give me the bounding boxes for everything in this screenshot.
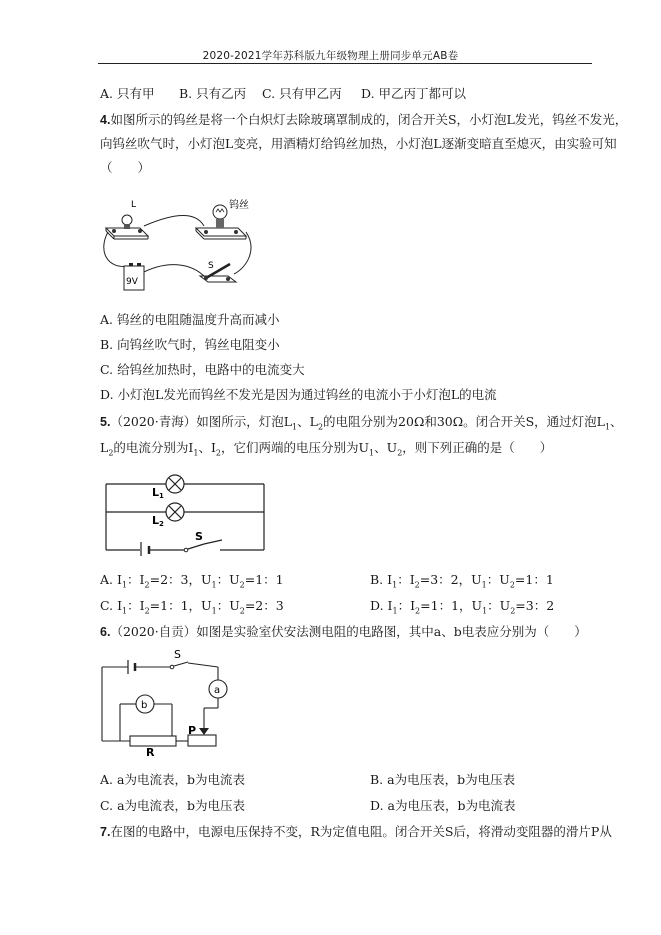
option-text: 钨丝的电阻随温度升高而减小 xyxy=(117,312,280,327)
option-text: 只有甲乙丙 xyxy=(279,86,342,101)
subscript: 1 xyxy=(122,606,128,616)
q4-option-b[interactable] xyxy=(100,337,280,353)
option-text: a为电压表，b为电流表 xyxy=(387,798,516,813)
question-number: 6. xyxy=(100,625,111,639)
q6-stem xyxy=(100,624,587,640)
meter-b-label: b xyxy=(141,700,148,711)
q4-option-c[interactable] xyxy=(100,362,305,378)
option-text: =1：1，U xyxy=(149,598,212,613)
subscript: 2 xyxy=(239,606,245,616)
option-text: =1：1 xyxy=(514,572,554,587)
stem-text: 的电阻分别为20Ω和30Ω。闭合开关S，通过灯泡L xyxy=(323,414,605,429)
subscript: 1 xyxy=(481,580,487,590)
option-text: ：I xyxy=(397,598,416,613)
q5-option-d[interactable] xyxy=(370,598,554,614)
option-text: I xyxy=(117,598,123,613)
q5-option-b[interactable] xyxy=(370,572,554,588)
q4-stem-line2: 向钨丝吹气时，小灯泡L变亮，用酒精灯给钨丝加热，小灯泡L逐渐变暗直至熄灭，由实验可知 xyxy=(100,136,617,151)
switch-label: S xyxy=(195,530,203,543)
battery-symbol xyxy=(128,660,135,674)
option-letter: B. xyxy=(179,86,193,101)
subscript: 2 xyxy=(509,580,515,590)
option-letter: D. xyxy=(361,86,375,101)
q3-option-b[interactable] xyxy=(179,86,246,102)
resistor-r xyxy=(130,736,176,758)
wire xyxy=(234,232,251,274)
battery-label: 9V xyxy=(126,277,138,287)
q6-option-d[interactable] xyxy=(370,798,516,814)
q4-stem-line1 xyxy=(100,112,627,128)
q5-circuit-figure xyxy=(100,474,270,556)
q4-circuit-figure xyxy=(96,190,260,298)
q3-option-d[interactable] xyxy=(361,86,466,102)
subscript: 1 xyxy=(193,448,199,458)
option-text: ：I xyxy=(397,572,415,587)
lamp-l1 xyxy=(166,475,184,493)
option-letter: C. xyxy=(100,798,114,813)
option-letter: D. xyxy=(100,387,114,402)
option-text: I xyxy=(387,598,393,613)
wire xyxy=(104,232,130,267)
option-letter: D. xyxy=(370,798,384,813)
subscript: 1 xyxy=(392,606,398,616)
subscript: 1 xyxy=(604,422,611,432)
option-text: I xyxy=(117,572,122,587)
option-letter: A. xyxy=(100,312,114,327)
option-text: =2：3 xyxy=(244,598,284,613)
lamp-label: L xyxy=(131,200,137,210)
battery-symbol xyxy=(141,542,149,556)
stem-text: 如图是实验室伏安法测电阻的电路图，其中a、b电表应分别为（ ） xyxy=(196,624,587,639)
stem-text: 、U xyxy=(374,440,398,455)
option-letter: A. xyxy=(100,772,114,787)
q3-option-c[interactable] xyxy=(262,86,342,102)
option-text: a为电流表，b为电流表 xyxy=(117,772,245,787)
lamp-l2 xyxy=(166,503,184,521)
option-text: a为电压表，b为电压表 xyxy=(387,772,516,787)
option-letter: D. xyxy=(370,598,384,613)
q5-option-a[interactable] xyxy=(100,572,284,588)
subscript: 2 xyxy=(397,448,403,458)
option-text: ：U xyxy=(486,572,510,587)
question-source: （2020·青海） xyxy=(110,414,197,429)
option-text: ：I xyxy=(127,572,145,587)
subscript: 1 xyxy=(211,606,217,616)
option-letter: A. xyxy=(100,86,114,101)
option-letter: B. xyxy=(370,772,384,787)
option-text: 小灯泡L发光而钨丝不发光是因为通过钨丝的电流小于小灯泡L的电流 xyxy=(117,387,497,402)
option-text: =1：1，U xyxy=(420,598,483,613)
option-text: 给钨丝加热时，电路中的电流变大 xyxy=(117,362,305,377)
option-text: ：U xyxy=(487,598,511,613)
slider-label: P xyxy=(188,724,197,737)
battery xyxy=(124,263,144,290)
subscript: 1 xyxy=(121,580,128,590)
question-number: 4. xyxy=(100,113,111,127)
meter-a-label: a xyxy=(214,685,221,696)
l1-label: L1 xyxy=(152,486,164,500)
q6-circuit-figure xyxy=(98,650,238,758)
subscript: 1 xyxy=(292,422,298,432)
subscript: 2 xyxy=(108,448,114,458)
option-text: 向钨丝吹气时，钨丝电阻变小 xyxy=(117,337,280,352)
q4-stem-line3: （ ） xyxy=(100,160,151,175)
q6-option-b[interactable] xyxy=(370,772,515,788)
stem-text: 、L xyxy=(297,414,318,429)
switch-s[interactable] xyxy=(200,261,236,282)
stem-text: ，它们两端的电压分别为U xyxy=(221,440,370,455)
option-text: =2：3，U xyxy=(149,572,212,587)
option-letter: A. xyxy=(100,572,114,587)
stem-text: 在图的电路中，电源电压保持不变，R为定值电阻。闭合开关S后，将滑动变阻器的滑片P从 xyxy=(110,824,612,839)
q5-stem-line1 xyxy=(100,414,623,430)
switch-symbol[interactable] xyxy=(170,650,188,669)
option-text: ：I xyxy=(127,598,145,613)
question-number: 5. xyxy=(100,415,111,429)
option-text: =3：2，U xyxy=(419,572,482,587)
option-text: I xyxy=(387,572,393,587)
subscript: 1 xyxy=(369,448,375,458)
subscript: 2 xyxy=(414,580,420,590)
q6-option-a[interactable] xyxy=(100,772,245,788)
stem-text: 如图所示的钨丝是将一个白炽灯去除玻璃罩制成的，闭合开关S，小灯泡L发光，钨丝不发光， xyxy=(110,112,628,127)
stem-text: 、 xyxy=(610,414,623,429)
q5-option-c[interactable] xyxy=(100,598,284,614)
subscript: 2 xyxy=(317,422,324,432)
stem-text: 如图所示，灯泡L xyxy=(196,414,293,429)
subscript: 2 xyxy=(415,606,421,616)
lamp-l xyxy=(106,200,148,239)
subscript: 1 xyxy=(482,606,488,616)
wire xyxy=(140,265,206,278)
switch-label: S xyxy=(208,261,214,271)
stem-text: L xyxy=(100,440,109,455)
page-header: 2020-2021学年苏科版九年级物理上册同步单元AB卷 xyxy=(202,50,459,62)
subscript: 2 xyxy=(144,606,150,616)
option-text: ：U xyxy=(216,572,240,587)
subscript: 1 xyxy=(392,580,398,590)
subscript: 2 xyxy=(144,580,150,590)
option-text: a为电流表，b为电压表 xyxy=(117,798,246,813)
q4-option-a[interactable] xyxy=(100,312,280,328)
option-letter: C. xyxy=(100,598,114,613)
option-letter: C. xyxy=(100,362,114,377)
option-text: =3：2 xyxy=(515,598,555,613)
q3-option-a[interactable] xyxy=(100,86,155,102)
q6-option-c[interactable] xyxy=(100,798,245,814)
question-number: 7. xyxy=(100,825,111,839)
header-divider xyxy=(98,63,592,64)
switch-label: S xyxy=(174,650,181,661)
question-source: （2020·自贡） xyxy=(110,624,197,639)
option-letter: B. xyxy=(370,572,384,587)
l2-label: L2 xyxy=(152,514,164,528)
q4-option-d[interactable] xyxy=(100,387,497,403)
meter-b xyxy=(136,695,154,713)
subscript: 1 xyxy=(211,580,217,590)
option-letter: B. xyxy=(100,337,114,352)
wire xyxy=(144,216,204,227)
option-letter: C. xyxy=(262,86,276,101)
stem-text: 、I xyxy=(198,440,216,455)
option-text: =1：1 xyxy=(244,572,284,587)
option-text: 只有甲 xyxy=(117,86,155,101)
tungsten-filament xyxy=(196,198,249,239)
q7-stem xyxy=(100,824,612,840)
stem-text: ，则下列正确的是（ ） xyxy=(402,440,553,455)
option-text: 只有乙丙 xyxy=(196,86,247,101)
subscript: 2 xyxy=(239,580,245,590)
switch-symbol[interactable] xyxy=(184,544,204,552)
resistor-label: R xyxy=(146,746,155,758)
subscript: 2 xyxy=(215,448,221,458)
subscript: 2 xyxy=(510,606,516,616)
meter-a xyxy=(209,680,227,698)
rheostat xyxy=(188,724,216,746)
filament-label: 钨丝 xyxy=(229,200,249,211)
stem-text: 的电流分别为I xyxy=(113,440,194,455)
q5-stem-line2 xyxy=(100,440,552,456)
option-text: 甲乙丙丁都可以 xyxy=(378,86,467,101)
option-text: ：U xyxy=(216,598,240,613)
